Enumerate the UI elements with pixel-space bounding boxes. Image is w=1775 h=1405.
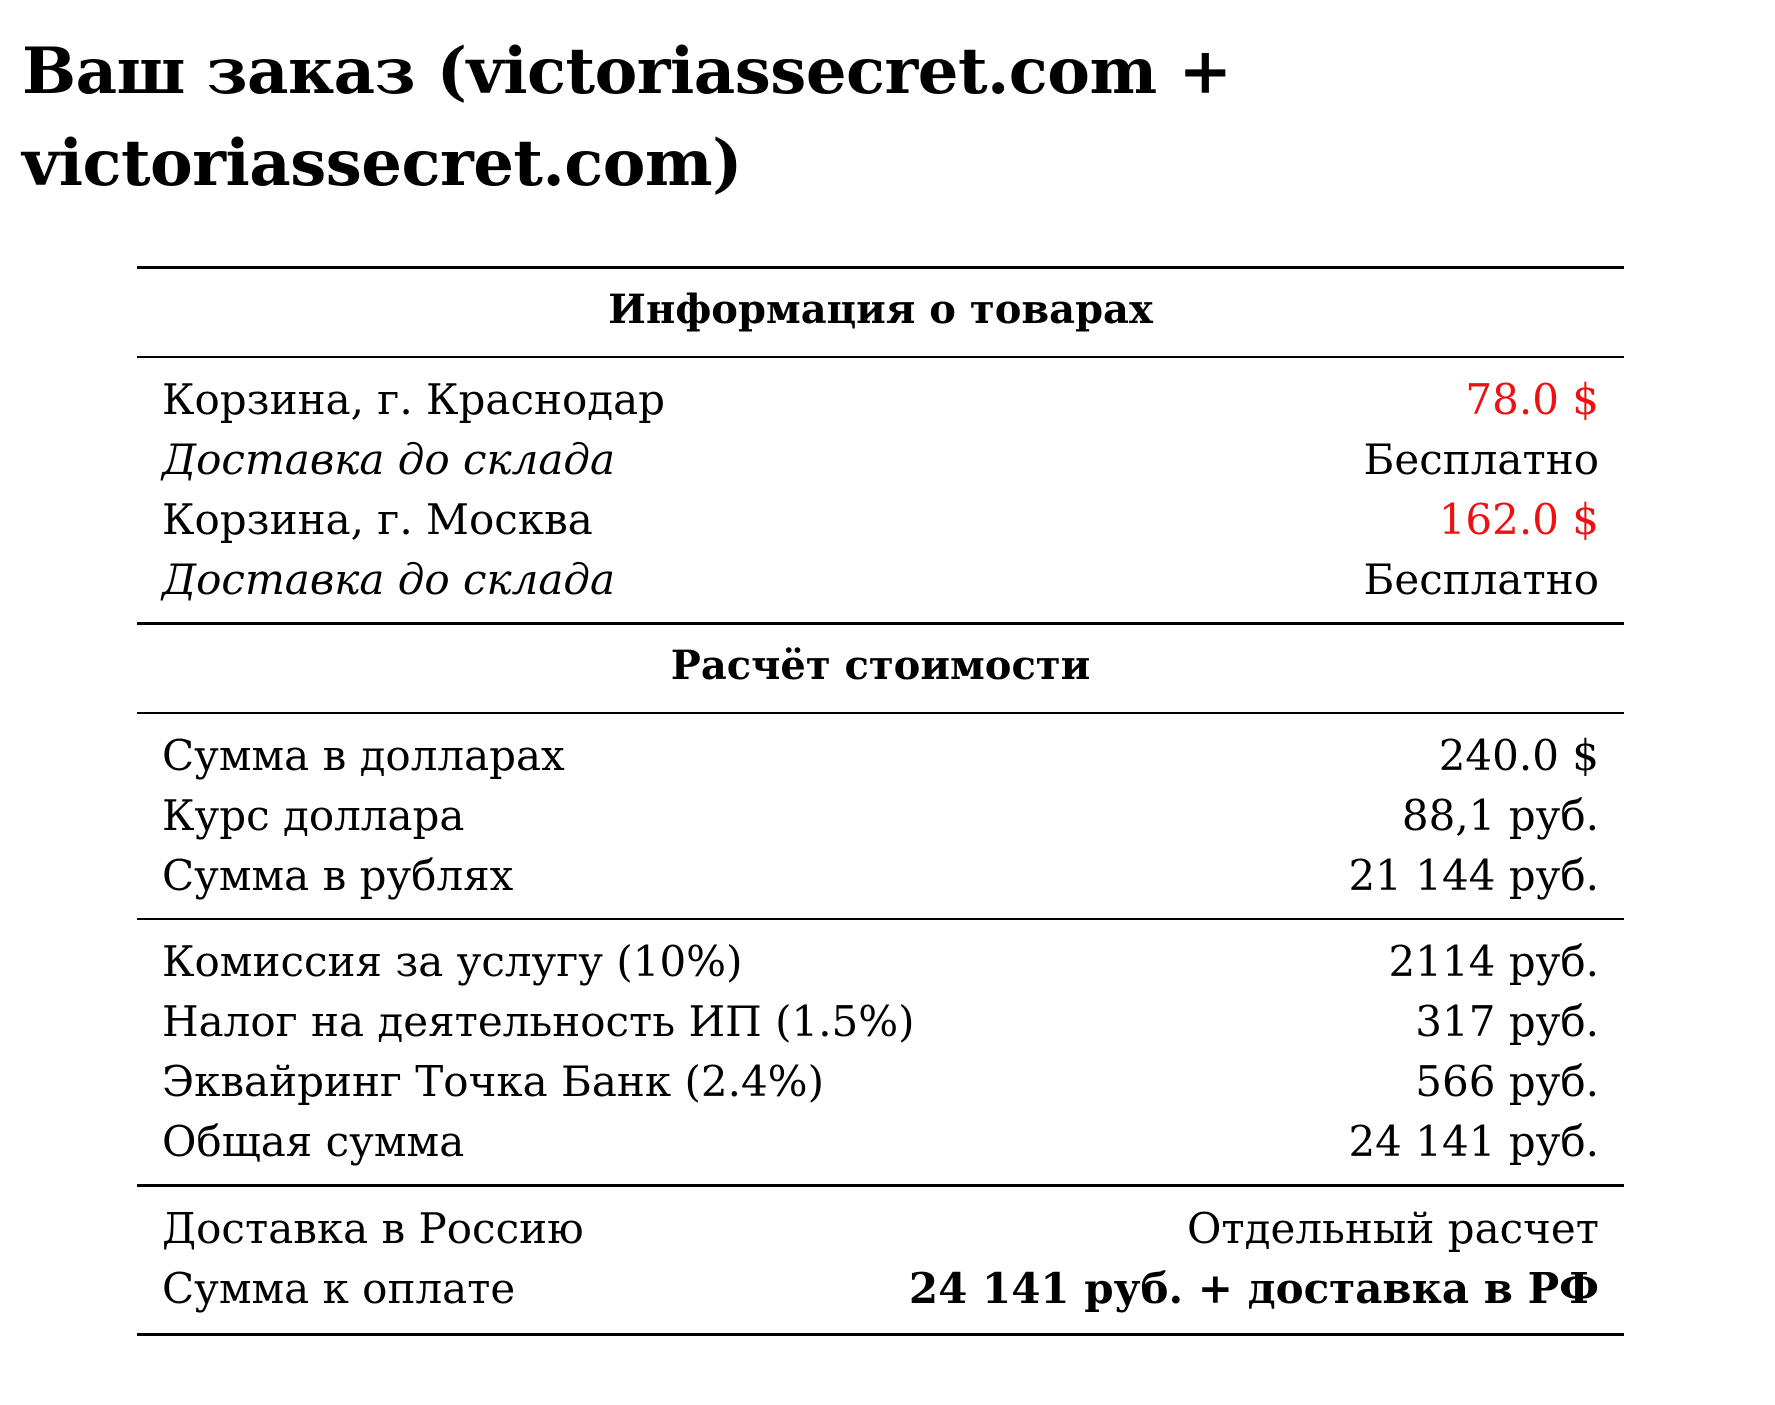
- acquiring-row: [137, 1052, 1624, 1112]
- sum-usd-row: [137, 726, 1624, 786]
- row-label: Доставка до склада: [162, 435, 616, 484]
- row-label: Сумма в долларах: [162, 731, 565, 780]
- cart-krasnodar-price: 78.0 $: [1465, 375, 1599, 424]
- row-value: 566 руб.: [1415, 1057, 1599, 1106]
- row-label: Сумма к оплате: [162, 1264, 516, 1313]
- row-label: Курс доллара: [162, 791, 465, 840]
- row-label: Корзина, г. Краснодар: [162, 375, 666, 424]
- row-value: Бесплатно: [1363, 555, 1599, 604]
- calculation-section-heading: Расчёт стоимости: [670, 642, 1091, 689]
- row-value: Отдельный расчет: [1186, 1204, 1599, 1253]
- sum-rub-row: [137, 846, 1624, 906]
- fees-group: [137, 920, 1624, 1184]
- row-label: Эквайринг Точка Банк (2.4%): [162, 1057, 824, 1106]
- russia-delivery-row: [137, 1199, 1624, 1259]
- amount-due-value: 24 141 руб. + доставка в РФ: [908, 1264, 1599, 1313]
- page-title: Ваш заказ (victoriassecret.com + victoriassecret.com): [22, 34, 1232, 201]
- row-value: 2114 руб.: [1388, 937, 1599, 986]
- service-fee-row: [137, 932, 1624, 992]
- row-label: Корзина, г. Москва: [162, 495, 593, 544]
- final-group: [137, 1187, 1624, 1333]
- exchange-rate-row: [137, 786, 1624, 846]
- row-label: Налог на деятельность ИП (1.5%): [162, 997, 915, 1046]
- products-group: [137, 358, 1624, 622]
- cart-moscow-price: 162.0 $: [1438, 495, 1599, 544]
- row-label: Общая сумма: [162, 1117, 465, 1166]
- cart-krasnodar-row: [137, 370, 1624, 430]
- row-label: Доставка до склада: [162, 555, 616, 604]
- warehouse-delivery-moscow-row: [137, 550, 1624, 610]
- total-sum-row: [137, 1112, 1624, 1172]
- row-value: 88,1 руб.: [1401, 791, 1599, 840]
- row-value: 24 141 руб.: [1348, 1117, 1599, 1166]
- products-section-heading: Информация о товарах: [608, 286, 1153, 333]
- row-label: Доставка в Россию: [162, 1204, 584, 1253]
- amount-due-row: [137, 1259, 1624, 1319]
- order-summary-table: [137, 266, 1624, 1336]
- table-bottom-rule: [137, 1333, 1624, 1336]
- conversion-group: [137, 714, 1624, 918]
- tax-row: [137, 992, 1624, 1052]
- row-value: 240.0 $: [1438, 731, 1599, 780]
- row-value: 21 144 руб.: [1348, 851, 1599, 900]
- warehouse-delivery-krasnodar-row: [137, 430, 1624, 490]
- row-label: Сумма в рублях: [162, 851, 514, 900]
- cart-moscow-row: [137, 490, 1624, 550]
- row-value: 317 руб.: [1415, 997, 1599, 1046]
- row-label: Комиссия за услугу (10%): [162, 937, 743, 986]
- row-value: Бесплатно: [1363, 435, 1599, 484]
